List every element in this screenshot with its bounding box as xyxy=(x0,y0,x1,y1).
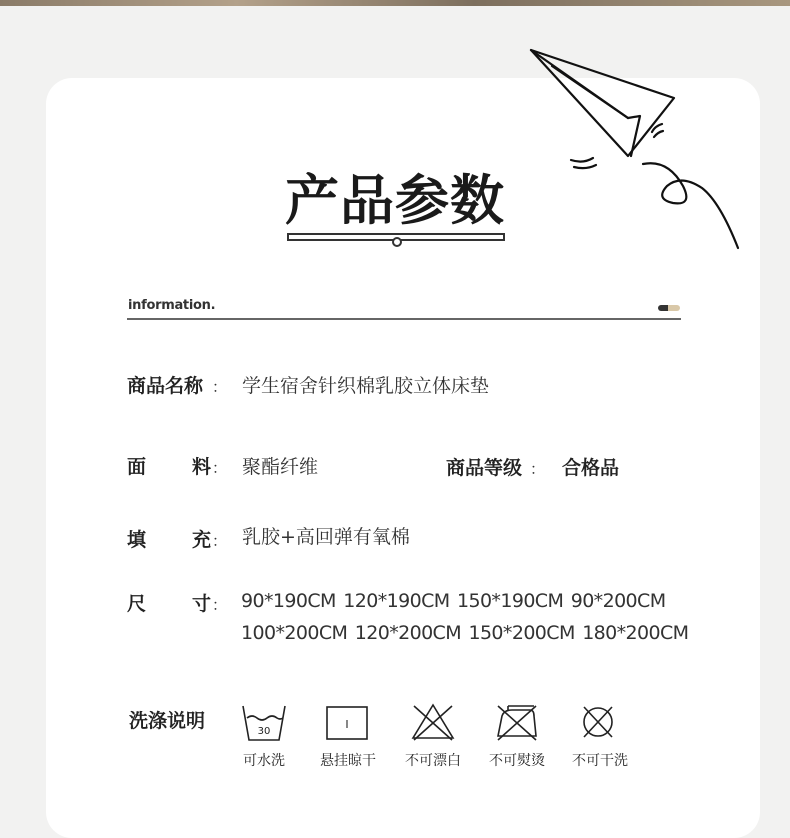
no-iron-icon xyxy=(494,702,540,742)
name-value: 学生宿舍针织棉乳胶立体床垫 xyxy=(242,375,490,397)
name-label: 商品名称 xyxy=(127,375,204,397)
no-dry-clean-icon xyxy=(575,702,621,742)
wash-temp-text: 30 xyxy=(257,726,271,737)
wash-30-icon xyxy=(241,704,287,744)
fabric-value: 聚酯纤维 xyxy=(242,456,319,478)
filling-colon: ： xyxy=(212,532,228,550)
info-pill-decoration xyxy=(658,305,680,311)
no-bleach-icon xyxy=(410,702,456,742)
title-underline-dot xyxy=(392,237,402,247)
size-label: 尺 寸 xyxy=(127,593,211,615)
info-label: information. xyxy=(128,298,216,313)
sizes-line-1: 90*190CM 120*190CM 150*190CM 90*200CM xyxy=(241,590,666,612)
fabric-label: 面 料 xyxy=(127,456,211,478)
hang-dry-text: I xyxy=(345,718,349,731)
wash-caption: 可水洗 xyxy=(243,753,285,769)
sizes-line-2: 100*200CM 120*200CM 150*200CM 180*200CM xyxy=(241,622,689,644)
grade-colon: ： xyxy=(530,460,546,478)
info-divider xyxy=(127,318,681,320)
hang-dry-caption: 悬挂晾干 xyxy=(320,753,376,769)
size-colon: ： xyxy=(212,596,228,614)
name-colon: ： xyxy=(212,378,228,396)
grade-label: 商品等级 xyxy=(446,457,523,479)
grade-value: 合格品 xyxy=(562,457,620,479)
page-title: 产品参数 xyxy=(285,169,505,232)
wash-label: 洗涤说明 xyxy=(129,710,206,732)
no-iron-caption: 不可熨烫 xyxy=(489,753,545,769)
hang-dry-icon xyxy=(325,704,371,744)
filling-label: 填 充 xyxy=(127,529,211,551)
top-decorative-strip xyxy=(0,0,790,6)
fabric-colon: ： xyxy=(212,459,228,477)
filling-value: 乳胶+高回弹有氧棉 xyxy=(242,526,410,548)
no-bleach-caption: 不可漂白 xyxy=(405,753,461,769)
no-dry-clean-caption: 不可干洗 xyxy=(572,753,628,769)
